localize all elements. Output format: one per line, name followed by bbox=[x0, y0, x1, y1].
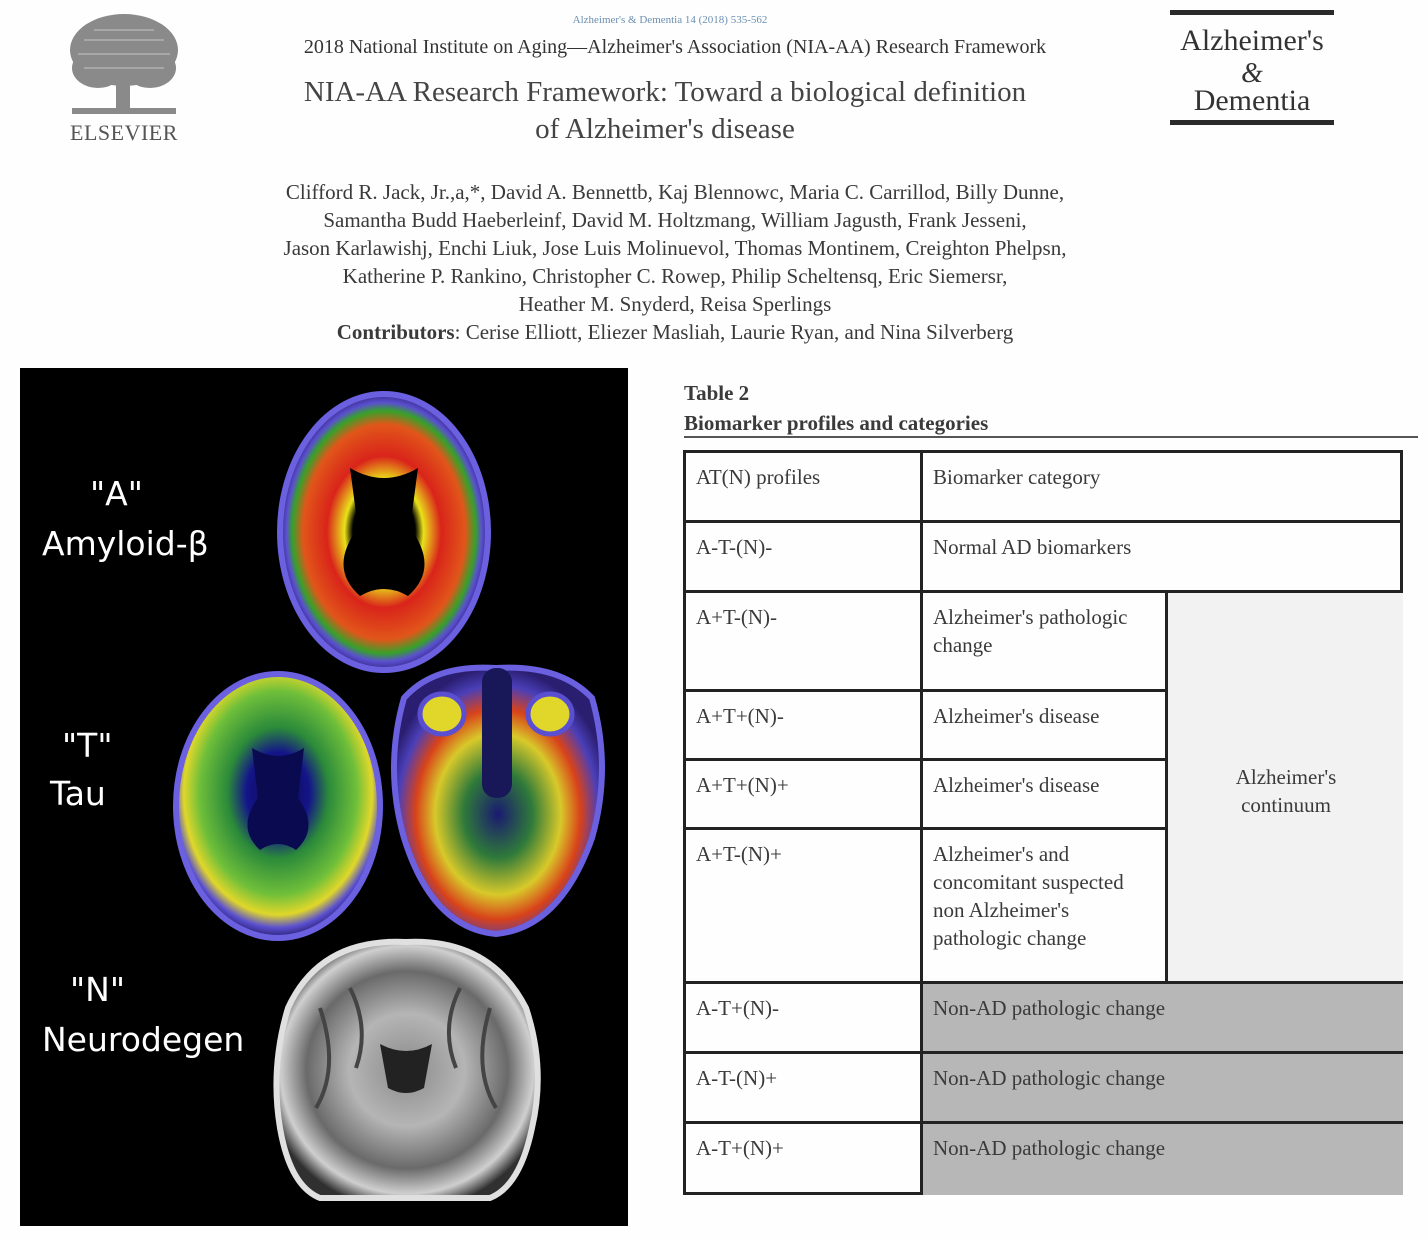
biomarker-table bbox=[683, 450, 1403, 1195]
continuum-label: Alzheimer's continuum bbox=[1235, 765, 1337, 817]
profile-cell: A-T-(N)- bbox=[696, 535, 773, 559]
neurodegen-label-name: Neurodegen bbox=[42, 1020, 245, 1059]
author-line: Jason Karlawishj, Enchi Liuk, Jose Luis Molinuevol, Thomas Montinem, Creighton Phelpsn, bbox=[283, 236, 1067, 260]
title-line-1: NIA-AA Research Framework: Toward a biological definition bbox=[303, 76, 1027, 108]
neurodegen-label-code: "N" bbox=[70, 970, 126, 1009]
contributors-names: : Cerise Elliott, Eliezer Masliah, Laurie Ryan, and Nina Silverberg bbox=[454, 320, 1014, 344]
category-cell: Alzheimer's pathologic change bbox=[933, 605, 1128, 657]
framework-subtitle: 2018 National Institute on Aging—Alzheimer's Association (NIA-AA) Research Framework bbox=[303, 36, 1047, 58]
journal-logo bbox=[1170, 10, 1334, 130]
profile-cell: A-T+(N)+ bbox=[696, 1136, 784, 1160]
logo-top-rule bbox=[1170, 10, 1334, 15]
column-divider bbox=[1165, 590, 1168, 984]
brain-scans bbox=[20, 368, 628, 1226]
table-title: Biomarker profiles and categories bbox=[684, 411, 989, 435]
amyloid-label-name: Amyloid-β bbox=[42, 524, 209, 563]
table-caption bbox=[684, 378, 988, 438]
journal-name-ampersand: & bbox=[1241, 58, 1263, 89]
header-profiles: AT(N) profiles bbox=[696, 465, 821, 489]
category-cell: Normal AD biomarkers bbox=[933, 535, 1132, 559]
profile-cell: A-T+(N)- bbox=[696, 996, 779, 1020]
contributors-line bbox=[160, 318, 1190, 346]
journal-name-line1: Alzheimer's bbox=[1180, 24, 1324, 57]
tau-label-code: "T" bbox=[62, 726, 113, 765]
category-cell: Non-AD pathologic change bbox=[933, 1066, 1166, 1090]
author-line: Clifford R. Jack, Jr.,a,*, David A. Bennettb, Kaj Blennowc, Maria C. Carrillod, Billy Dunne, bbox=[285, 180, 1065, 204]
logo-bottom-rule bbox=[1170, 120, 1334, 125]
header-category: Biomarker category bbox=[933, 465, 1101, 489]
table-number: Table 2 bbox=[684, 381, 750, 405]
brain-imaging-figure bbox=[20, 368, 628, 1226]
category-cell: Alzheimer's and concomitant suspected non Alzheimer's pathologic change bbox=[933, 842, 1124, 950]
journal-name-line2: Dementia bbox=[1193, 84, 1311, 117]
mri-coronal-scan bbox=[276, 942, 537, 1198]
publisher-wordmark: ELSEVIER bbox=[70, 120, 178, 145]
profile-cell: A+T+(N)+ bbox=[696, 773, 789, 797]
contributors-label: Contributors bbox=[336, 320, 455, 344]
author-line: Samantha Budd Haeberleinf, David M. Holtzmang, William Jagusth, Frank Jesseni, bbox=[323, 208, 1027, 232]
category-cell: Non-AD pathologic change bbox=[933, 996, 1166, 1020]
author-line: Katherine P. Rankino, Christopher C. Rowep, Philip Scheltensq, Eric Siemersr, bbox=[342, 264, 1008, 288]
profile-cell: A+T-(N)- bbox=[696, 605, 778, 629]
tau-pet-scan-axial bbox=[176, 674, 380, 938]
tau-pet-scan-temporal bbox=[394, 668, 602, 934]
caption-rule bbox=[684, 436, 1418, 438]
amyloid-pet-scan bbox=[280, 394, 488, 670]
journal-citation[interactable]: Alzheimer's & Dementia 14 (2018) 535-562 bbox=[572, 14, 768, 26]
category-cell: Non-AD pathologic change bbox=[933, 1136, 1166, 1160]
category-cell: Alzheimer's disease bbox=[933, 773, 1100, 797]
profile-cell: A-T-(N)+ bbox=[696, 1066, 778, 1090]
tau-label-name: Tau bbox=[50, 774, 106, 813]
category-cell: Alzheimer's disease bbox=[933, 704, 1100, 728]
author-line: Heather M. Snyderd, Reisa Sperlings bbox=[518, 292, 832, 316]
author-list bbox=[160, 178, 1190, 346]
article-title bbox=[190, 74, 1140, 148]
profile-cell: A+T-(N)+ bbox=[696, 842, 782, 866]
amyloid-label-code: "A" bbox=[90, 474, 143, 513]
title-line-2: of Alzheimer's disease bbox=[535, 113, 795, 145]
profile-cell: A+T+(N)- bbox=[696, 704, 784, 728]
